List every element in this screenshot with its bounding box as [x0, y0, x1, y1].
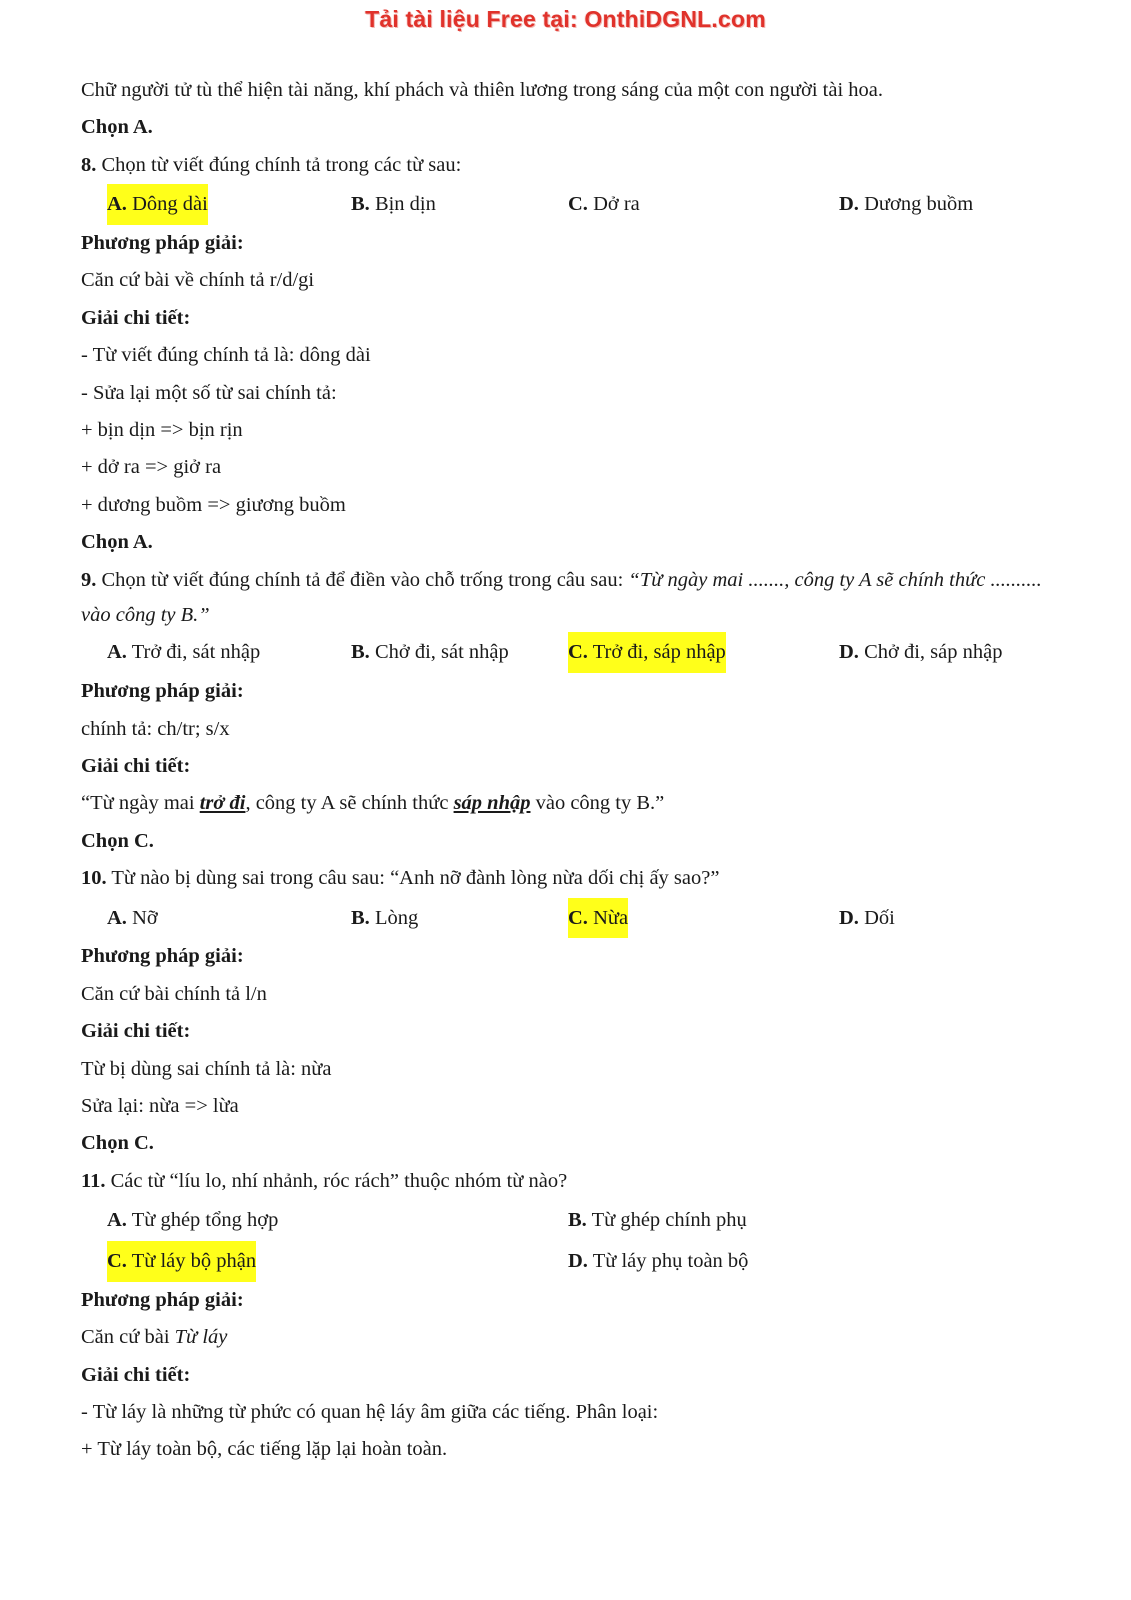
question-number: 8. [81, 153, 97, 176]
question-text: Từ nào bị dùng sai trong câu sau: “Anh nỡ đành lòng nừa dối chị ấy sao?” [111, 867, 720, 890]
q11-detail-label: Giải chi tiết: [81, 1363, 191, 1386]
q10-detail-line: Từ bị dùng sai chính tả là: nừa [81, 1057, 332, 1080]
question-9 [81, 561, 1061, 632]
document-body [81, 72, 1061, 1469]
q8-method-text: Căn cứ bài về chính tả r/d/gi [81, 269, 315, 292]
q9-method-text: chính tả: ch/tr; s/x [81, 717, 230, 740]
question-number: 10. [81, 867, 107, 890]
q10-options [81, 898, 1061, 939]
q8-option-b: B. Bịn dịn [351, 193, 436, 216]
intro-text: Chữ người tử tù thể hiện tài năng, khí phách và thiên lương trong sáng của một con người tài hoa. [81, 79, 884, 101]
q8-detail-line: + dương buồm => giương buồm [81, 493, 346, 516]
q11-method-text: Căn cứ bài Từ láy [81, 1326, 228, 1349]
q8-detail-line: + bịn dịn => bịn rịn [81, 418, 243, 441]
question-number: 9. [81, 569, 97, 592]
q8-detail-line: - Sửa lại một số từ sai chính tả: [81, 381, 337, 404]
q10-option-a: A. Nỡ [107, 906, 158, 929]
q11-method-label: Phương pháp giải: [81, 1288, 244, 1311]
question-number: 11. [81, 1169, 106, 1192]
page-header-banner: Tải tài liệu Free tại: OnthiDGNL.com [365, 6, 766, 32]
q9-option-c: C. Trở đi, sáp nhập [568, 632, 726, 673]
intro-answer: Chọn A. [81, 116, 153, 139]
q10-method-label: Phương pháp giải: [81, 945, 244, 968]
q9-detail-sentence: “Từ ngày mai trở đi, công ty A sẽ chính thức sáp nhập vào công ty B.” [81, 792, 665, 815]
q10-option-b: B. Lòng [351, 906, 419, 929]
q11-detail-line: - Từ láy là những từ phức có quan hệ láy âm giữa các tiếng. Phân loại: [81, 1400, 659, 1423]
q10-option-d: D. Dối [839, 906, 895, 929]
q8-method-label: Phương pháp giải: [81, 231, 244, 254]
corrected-word: sáp nhập [453, 792, 531, 815]
q9-option-b: B. Chở đi, sát nhập [351, 641, 509, 664]
corrected-word: trở đi [199, 792, 246, 815]
q9-options [81, 632, 1061, 673]
q9-option-d: D. Chở đi, sáp nhập [839, 641, 1003, 664]
q11-options-row-1 [81, 1200, 1061, 1241]
question-text: Chọn từ viết đúng chính tả để điền vào chỗ trống trong câu sau: [101, 569, 624, 592]
q9-detail-label: Giải chi tiết: [81, 755, 191, 778]
q11-option-a: A. Từ ghép tổng hợp [107, 1209, 279, 1232]
q8-option-c: C. Dở ra [568, 193, 640, 216]
question-10 [81, 860, 1061, 897]
q9-option-a: A. Trở đi, sát nhập [107, 641, 261, 664]
q8-options [81, 184, 1061, 225]
q11-option-d: D. Từ láy phụ toàn bộ [568, 1249, 749, 1272]
q8-option-d: D. Dương buồm [839, 193, 974, 216]
q10-detail-label: Giải chi tiết: [81, 1020, 191, 1043]
q10-option-c: C. Nừa [568, 898, 628, 939]
q9-answer: Chọn C. [81, 829, 154, 852]
q11-option-c: C. Từ láy bộ phận [107, 1241, 256, 1282]
question-11 [81, 1163, 1061, 1200]
q8-detail-line: + dở ra => giở ra [81, 456, 222, 479]
q8-detail-label: Giải chi tiết: [81, 306, 191, 329]
q11-options-row-2 [81, 1241, 1061, 1282]
question-8 [81, 147, 1061, 184]
question-quote: “Từ ngày mai ......., công ty A sẽ chính thức .......... vào công ty B.” [81, 569, 1042, 626]
q8-detail-line: - Từ viết đúng chính tả là: dông dài [81, 344, 371, 367]
q9-method-label: Phương pháp giải: [81, 680, 244, 703]
q10-method-text: Căn cứ bài chính tả l/n [81, 982, 267, 1005]
q8-option-a: A. Dông dài [107, 184, 208, 225]
question-text: Chọn từ viết đúng chính tả trong các từ sau: [101, 153, 462, 176]
question-text: Các từ “líu lo, nhí nhảnh, róc rách” thuộc nhóm từ nào? [110, 1169, 568, 1192]
q8-answer: Chọn A. [81, 531, 153, 554]
q10-answer: Chọn C. [81, 1132, 154, 1155]
q10-detail-line: Sửa lại: nừa => lừa [81, 1094, 239, 1117]
q11-option-b: B. Từ ghép chính phụ [568, 1209, 747, 1232]
q11-detail-line: + Từ láy toàn bộ, các tiếng lặp lại hoàn toàn. [81, 1438, 448, 1461]
